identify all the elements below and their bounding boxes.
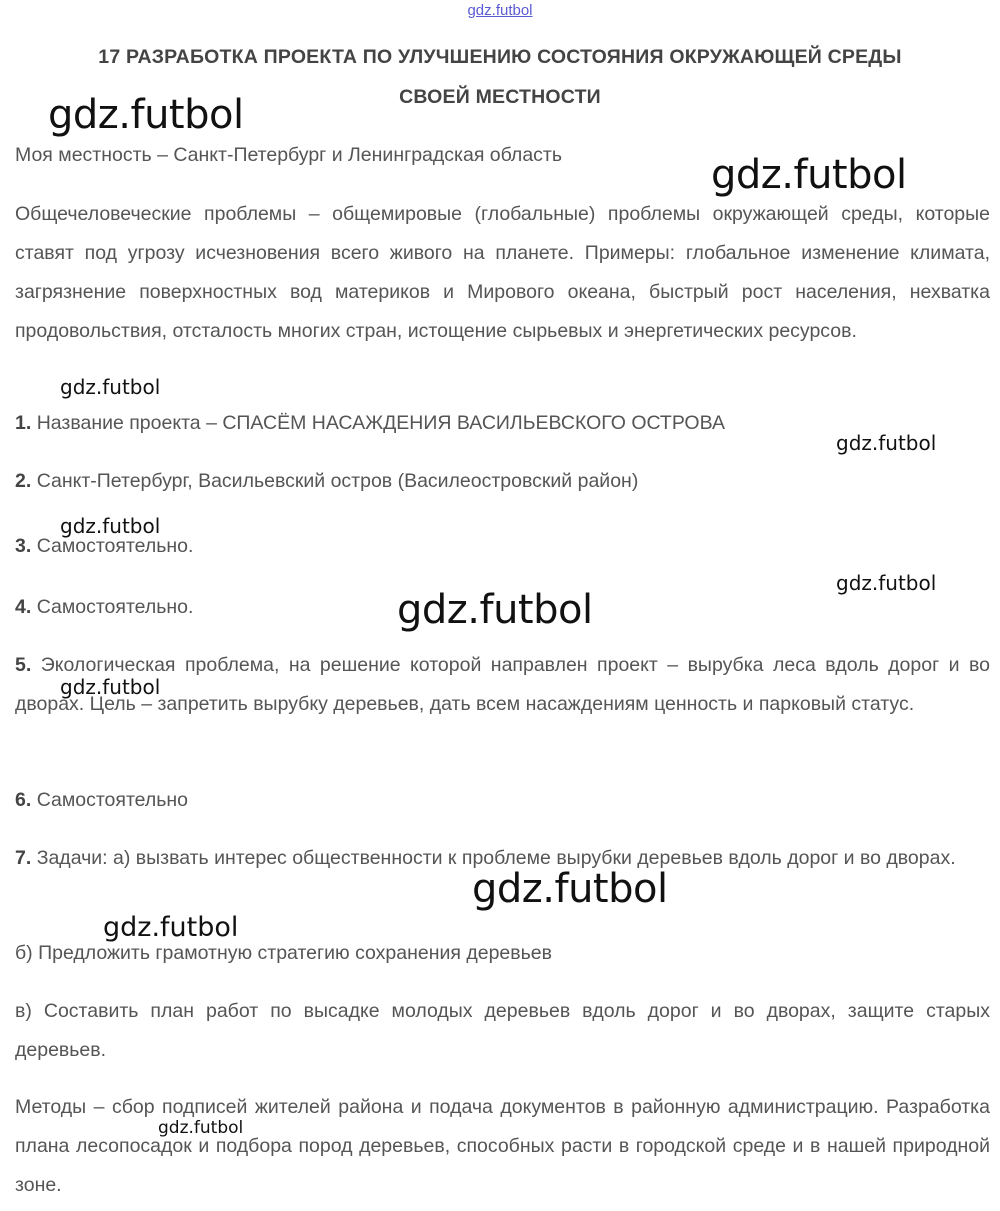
task-b: б) Предложить грамотную стратегию сохранения деревьев bbox=[15, 942, 552, 964]
watermark: gdz.futbol bbox=[836, 431, 937, 455]
watermark: gdz.futbol bbox=[60, 514, 161, 538]
item-number: 5. bbox=[15, 654, 32, 676]
watermark: gdz.futbol bbox=[60, 375, 161, 399]
watermark: gdz.futbol bbox=[103, 912, 239, 943]
item-text: Самостоятельно. bbox=[36, 596, 194, 618]
item-text: Задачи: а) вызвать интерес общественности к проблеме вырубки деревьев вдоль дорог и во дворах. bbox=[36, 847, 956, 869]
list-item-3 bbox=[15, 527, 990, 566]
item-number: 2. bbox=[15, 470, 32, 492]
site-link[interactable]: gdz.futbol bbox=[467, 2, 533, 19]
item-text: Самостоятельно bbox=[36, 789, 189, 811]
item-number: 1. bbox=[15, 412, 32, 434]
item-number: 6. bbox=[15, 789, 32, 811]
global-problems-paragraph: Общечеловеческие проблемы – общемировые (глобальные) проблемы окружающей среды, которые ставят под угрозу исчезновения всего живого на планете. Примеры: глобальное изменение климата, загрязнение поверхностных вод материков и Мирового океана, быстрый рост населения, нехватка продовольствия, отсталость многих стран, истощение сырьевых и энергетических ресурсов. bbox=[15, 203, 990, 342]
watermark: gdz.futbol bbox=[60, 675, 161, 699]
watermark: gdz.futbol bbox=[48, 92, 244, 138]
list-item-2 bbox=[15, 462, 990, 501]
item-text: Название проекта – СПАСЁМ НАСАЖДЕНИЯ ВАСИЛЬЕВСКОГО ОСТРОВА bbox=[36, 412, 725, 434]
item-number: 3. bbox=[15, 535, 32, 557]
locality-text: Моя местность – Санкт-Петербург и Ленинградская область bbox=[15, 144, 562, 166]
list-item-6 bbox=[15, 781, 990, 820]
methods-paragraph: Методы – сбор подписей жителей района и подача документов в районную администрацию. Разработка плана лесопосадок и подбора пород деревьев, способных расти в городской среде и в нашей природной зоне. bbox=[15, 1096, 990, 1196]
watermark: gdz.futbol bbox=[397, 587, 593, 633]
item-number: 4. bbox=[15, 596, 32, 618]
watermark: gdz.futbol bbox=[711, 152, 907, 198]
item-number: 7. bbox=[15, 847, 32, 869]
watermark: gdz.futbol bbox=[836, 571, 937, 595]
item-text: Санкт-Петербург, Васильевский остров (Василеостровский район) bbox=[36, 470, 639, 492]
watermark: gdz.futbol bbox=[158, 1118, 244, 1138]
list-item-5 bbox=[15, 646, 990, 724]
item-text: Самостоятельно. bbox=[36, 535, 194, 557]
page-title-line-2: СВОЕЙ МЕСТНОСТИ bbox=[399, 86, 601, 108]
page-title-line-1: 17 РАЗРАБОТКА ПРОЕКТА ПО УЛУЧШЕНИЮ СОСТОЯНИЯ ОКРУЖАЮЩЕЙ СРЕДЫ bbox=[98, 46, 902, 68]
item-text: Экологическая проблема, на решение которой направлен проект – вырубка леса вдоль дорог и во дворах. Цель – запретить вырубку деревьев, дать всем насаждениям ценность и парковый статус. bbox=[15, 654, 990, 715]
task-c: в) Составить план работ по высадке молодых деревьев вдоль дорог и во дворах, защите старых деревьев. bbox=[15, 1000, 990, 1061]
watermark: gdz.futbol bbox=[472, 866, 668, 912]
